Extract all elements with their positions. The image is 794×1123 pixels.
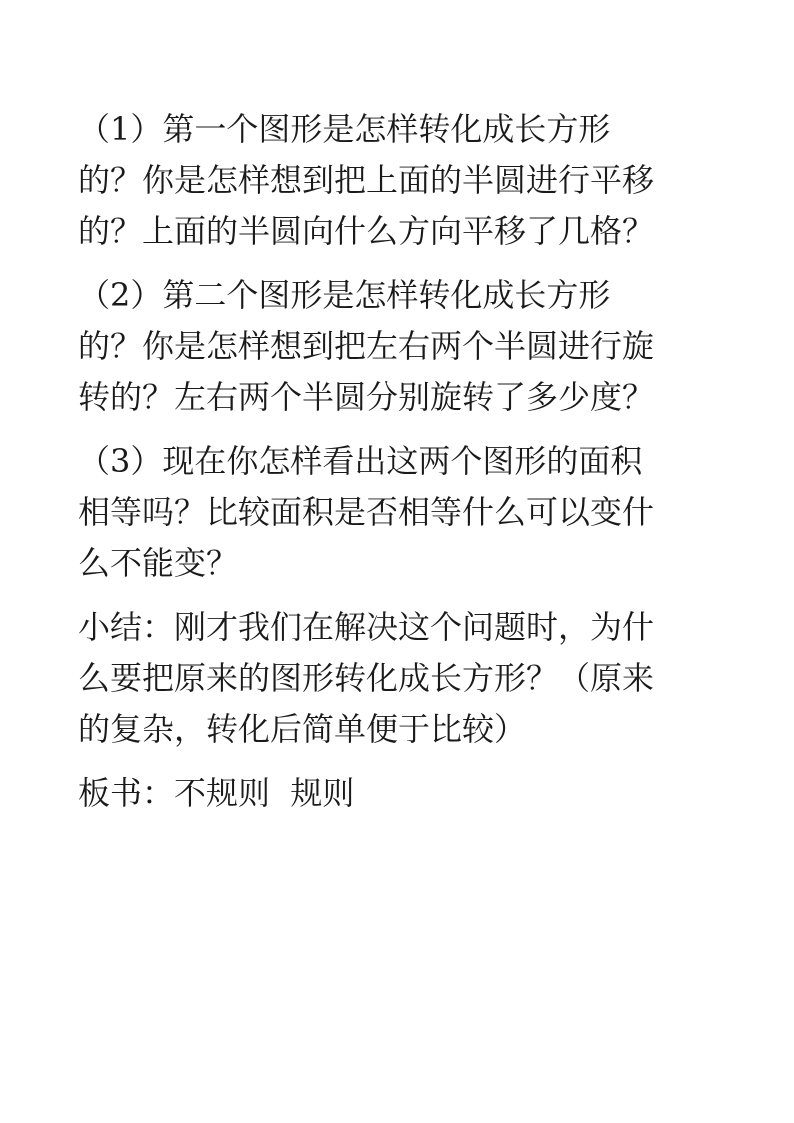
text-line: 么要把原来的图形转化成长方形？（原来 — [78, 659, 655, 697]
text-line: 的？上面的半圆向什么方向平移了几格？ — [78, 212, 655, 250]
text-line: （2）第二个图形是怎样转化成长方形 — [78, 276, 611, 314]
text-line: 么不能变？ — [78, 544, 239, 582]
text-line: 转的？左右两个半圆分别旋转了多少度？ — [78, 378, 655, 416]
question-1-paragraph — [78, 104, 710, 257]
blackboard-paragraph — [78, 768, 710, 819]
document-body — [78, 104, 710, 832]
question-2-paragraph — [78, 270, 710, 423]
text-line: 相等吗？比较面积是否相等什么可以变什 — [78, 493, 655, 531]
text-line: 的？你是怎样想到把上面的半圆进行平移 — [78, 161, 655, 199]
text-line: （1）第一个图形是怎样转化成长方形 — [78, 110, 611, 148]
text-line: 的？你是怎样想到把左右两个半圆进行旋 — [78, 327, 655, 365]
text-line: 板书：不规则 规则 — [78, 774, 355, 812]
summary-paragraph — [78, 602, 710, 755]
text-line: （3）现在你怎样看出这两个图形的面积 — [78, 442, 643, 480]
text-line: 小结：刚才我们在解决这个问题时，为什 — [78, 608, 655, 646]
text-line: 的复杂，转化后简单便于比较） — [78, 710, 527, 748]
question-3-paragraph — [78, 436, 710, 589]
